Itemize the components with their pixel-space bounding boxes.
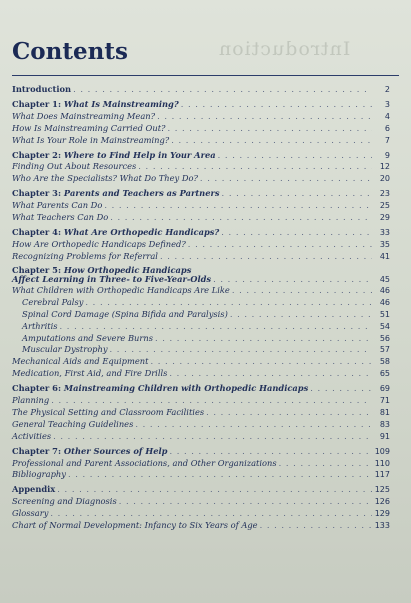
- page-number: 125: [374, 485, 390, 495]
- page-number: 46: [379, 297, 390, 307]
- page-number: 20: [379, 174, 390, 184]
- section-title: Screening and Diagnosis: [12, 496, 117, 507]
- toc-chapter-5: [12, 266, 390, 285]
- toc-section: [12, 508, 390, 520]
- toc-subsection: [12, 333, 390, 345]
- subsection-title: Spinal Cord Damage (Spina Bifida and Paralysis): [22, 308, 228, 319]
- toc-chapter-2: [12, 150, 390, 162]
- dot-leader: [169, 446, 372, 458]
- toc-chapter-1: [12, 99, 390, 111]
- page-number: 29: [379, 213, 390, 223]
- page-number: 6: [384, 123, 390, 133]
- section-title: What Parents Can Do: [12, 200, 103, 211]
- chapter-title: Other Sources of Help: [63, 445, 168, 456]
- dot-leader: [110, 212, 372, 224]
- page-number: 45: [379, 275, 390, 285]
- section-title: Glossary: [12, 508, 49, 519]
- dot-leader: [167, 123, 372, 135]
- dot-leader: [206, 407, 372, 419]
- dot-leader: [155, 333, 372, 345]
- toc-section: [12, 111, 390, 123]
- chapter-prefix: Chapter 5:: [12, 264, 62, 275]
- page-number: 3: [384, 99, 390, 109]
- chapter-heading: [12, 266, 211, 285]
- dot-leader: [188, 239, 372, 251]
- table-of-contents: [12, 84, 390, 532]
- dot-leader: [53, 431, 372, 443]
- page-number: 133: [374, 521, 390, 531]
- dot-leader: [230, 309, 372, 321]
- section-title: What Children with Orthopedic Handicaps Are Like: [12, 284, 230, 295]
- page-number: 83: [379, 419, 390, 429]
- dot-leader: [73, 84, 372, 96]
- chapter-title: Mainstreaming Children with Orthopedic Handicaps: [63, 383, 309, 394]
- toc-subsection: [12, 344, 390, 356]
- page-number: 65: [379, 369, 390, 379]
- chapter-heading: [12, 227, 219, 239]
- dot-leader: [213, 275, 372, 285]
- section-title: Medication, First Aid, and Fire Drills: [12, 368, 168, 379]
- toc-chapter-3: [12, 188, 390, 200]
- toc-section: [12, 407, 390, 419]
- toc-section: [12, 431, 390, 443]
- dot-leader: [51, 395, 372, 407]
- toc-section: [12, 395, 390, 407]
- toc-section: [12, 251, 390, 263]
- toc-section: [12, 458, 390, 470]
- chapter-heading: [12, 383, 308, 395]
- dot-leader: [104, 200, 372, 212]
- subsection-title: Muscular Dystrophy: [22, 344, 108, 355]
- chapter-prefix: Chapter 3:: [12, 188, 62, 199]
- page-number: 58: [379, 357, 390, 367]
- appendix-title: Appendix: [12, 484, 56, 495]
- page-number: 56: [379, 333, 390, 343]
- page-number: 35: [379, 239, 390, 249]
- toc-appendix: [12, 484, 390, 496]
- toc-subsection: [12, 321, 390, 333]
- chapter-prefix: Chapter 7:: [12, 445, 62, 456]
- page-number: 69: [379, 384, 390, 394]
- page-number: 110: [374, 458, 390, 468]
- page-number: 33: [379, 227, 390, 237]
- title-rule: [12, 75, 399, 76]
- dot-leader: [57, 484, 372, 496]
- chapter-heading: [12, 446, 167, 458]
- section-title: Planning: [12, 395, 50, 406]
- dot-leader: [138, 161, 372, 173]
- toc-subsection: [12, 309, 390, 321]
- subsection-title: Arthritis: [22, 320, 58, 331]
- dot-leader: [85, 297, 372, 309]
- chapter-prefix: Chapter 1:: [12, 98, 62, 109]
- page-number: 57: [379, 345, 390, 355]
- toc-section: [12, 469, 390, 481]
- toc-section: [12, 239, 390, 251]
- page-number: 71: [379, 396, 390, 406]
- page-number: 2: [384, 85, 390, 94]
- chapter-title-line-2: Affect Learning in Three- to Five-Year-Olds: [12, 274, 212, 285]
- page-number: 9: [384, 150, 390, 160]
- page-number: 91: [379, 431, 390, 441]
- toc-section: [12, 419, 390, 431]
- page-number: 54: [379, 321, 390, 331]
- chapter-heading: [12, 99, 179, 111]
- chapter-title: What Are Orthopedic Handicaps?: [63, 226, 220, 237]
- toc-section: [12, 496, 390, 508]
- dot-leader: [181, 99, 372, 111]
- section-title: General Teaching Guidelines: [12, 418, 134, 429]
- subsection-title: Cerebral Palsy: [22, 296, 84, 307]
- dot-leader: [200, 173, 372, 185]
- entry-title: Introduction: [12, 84, 72, 94]
- chapter-prefix: Chapter 6:: [12, 383, 62, 394]
- section-title: Bibliography: [12, 469, 66, 480]
- dot-leader: [150, 356, 372, 368]
- dot-leader: [50, 508, 372, 520]
- toc-section: [12, 123, 390, 135]
- chapter-prefix: Chapter 4:: [12, 226, 62, 237]
- section-title: How Are Orthopedic Handicaps Defined?: [12, 238, 186, 249]
- toc-section: [12, 200, 390, 212]
- dot-leader: [60, 321, 372, 333]
- dot-leader: [119, 496, 372, 508]
- page-number: 129: [374, 509, 390, 519]
- dot-leader: [279, 458, 372, 470]
- section-title: Recognizing Problems for Referral: [12, 250, 158, 261]
- chapter-heading: [12, 150, 216, 162]
- page-number: 126: [374, 497, 390, 507]
- section-title: Chart of Normal Development: Infancy to Six Years of Age: [12, 520, 258, 531]
- toc-section: [12, 520, 390, 532]
- section-title: Mechanical Aids and Equipment: [12, 356, 149, 367]
- dot-leader: [221, 227, 372, 239]
- page-number: 41: [379, 251, 390, 261]
- dot-leader: [68, 469, 372, 481]
- page-number: 109: [374, 446, 390, 456]
- toc-section: [12, 135, 390, 147]
- section-title: How Is Mainstreaming Carried Out?: [12, 122, 166, 133]
- page-number: 25: [379, 201, 390, 211]
- dot-leader: [110, 344, 372, 356]
- toc-section: [12, 285, 390, 297]
- chapter-title-line-1: How Orthopedic Handicaps: [63, 264, 192, 275]
- section-title: Activities: [12, 430, 52, 441]
- section-title: Who Are the Specialists? What Do They Do?: [12, 173, 198, 184]
- toc-section: [12, 173, 390, 185]
- dot-leader: [232, 285, 372, 297]
- page-number: 12: [379, 162, 390, 172]
- section-title: What Teachers Can Do: [12, 212, 109, 223]
- chapter-title: Where to Find Help in Your Area: [63, 149, 216, 160]
- dot-leader: [135, 419, 372, 431]
- toc-section: [12, 368, 390, 380]
- page-number: 117: [374, 470, 390, 480]
- section-title: What Is Your Role in Mainstreaming?: [12, 134, 170, 145]
- toc-section: [12, 161, 390, 173]
- page-number: 81: [379, 407, 390, 417]
- page-number: 4: [384, 111, 390, 121]
- toc-section: [12, 212, 390, 224]
- page-number: 46: [379, 285, 390, 295]
- chapter-heading: [12, 188, 220, 200]
- section-title: Finding Out About Resources: [12, 161, 137, 172]
- chapter-title: Parents and Teachers as Partners: [63, 188, 220, 199]
- dot-leader: [169, 368, 372, 380]
- dot-leader: [157, 111, 372, 123]
- toc-chapter-6: [12, 383, 390, 395]
- dot-leader: [222, 188, 372, 200]
- section-title: Professional and Parent Associations, and Other Organizations: [12, 457, 277, 468]
- page-title: Contents: [12, 38, 128, 65]
- section-title: The Physical Setting and Classroom Facilities: [12, 406, 205, 417]
- dot-leader: [218, 150, 372, 162]
- toc-subsection: [12, 297, 390, 309]
- toc-chapter-7: [12, 446, 390, 458]
- page-number: 23: [379, 189, 390, 199]
- bleed-through-text: Introduction: [218, 38, 351, 60]
- page-number: 7: [384, 135, 390, 145]
- page-number: 51: [379, 309, 390, 319]
- subsection-title: Amputations and Severe Burns: [22, 332, 153, 343]
- section-title: What Does Mainstreaming Mean?: [12, 110, 156, 121]
- toc-entry-introduction: [12, 84, 390, 96]
- chapter-title: What Is Mainstreaming?: [63, 98, 179, 109]
- dot-leader: [171, 135, 372, 147]
- toc-chapter-4: [12, 227, 390, 239]
- dot-leader: [160, 251, 372, 263]
- toc-section: [12, 356, 390, 368]
- dot-leader: [260, 520, 372, 532]
- chapter-prefix: Chapter 2:: [12, 149, 62, 160]
- dot-leader: [310, 383, 372, 395]
